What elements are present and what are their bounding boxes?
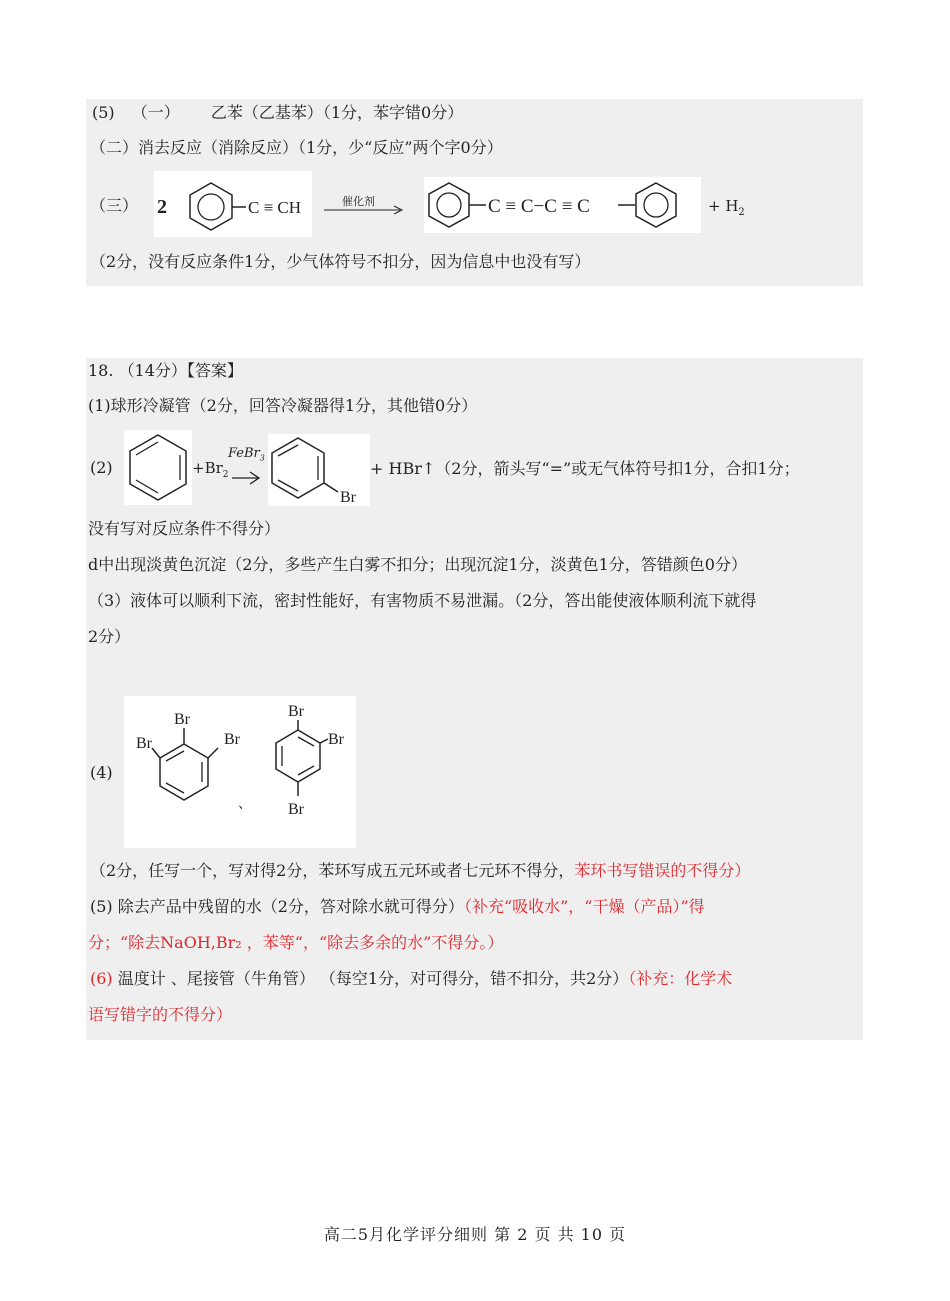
q18-part-3a: （3）液体可以顺利下流，密封性能好，有害物质不易泄漏。（2分，答出能使液体顺利流下就得 bbox=[88, 591, 757, 610]
line-17-score: （2分，没有反应条件1分，少气体符号不扣分，因为信息中也没有写） bbox=[90, 252, 591, 271]
q18-part-6b: 语写错字的不得分） bbox=[88, 1005, 233, 1024]
bromobenzene-structure bbox=[268, 434, 370, 506]
answer-block-18 bbox=[86, 358, 863, 1040]
line-17-2: （二）消去反应（消除反应）（1分，少“反应”两个字0分） bbox=[90, 138, 503, 157]
reaction-arrow-1 bbox=[322, 181, 406, 221]
br-label: Br bbox=[136, 735, 152, 752]
q18-part-5a: (5) 除去产品中残留的水（2分，答对除水就可得分）（补充“吸收水”，“干燥（产品）”得 bbox=[90, 897, 705, 916]
q18-part-4-label: (4) bbox=[90, 763, 113, 782]
q18-part-1: (1)球形冷凝管（2分，回答冷凝器得1分，其他错0分） bbox=[88, 396, 478, 415]
arrow-icon bbox=[230, 468, 264, 488]
benzene-svg bbox=[124, 430, 192, 505]
q18-part-2-label: (2) bbox=[90, 458, 113, 477]
br-label: Br bbox=[288, 703, 304, 720]
benzene-structure bbox=[124, 430, 192, 505]
alkyne-group: C ≡ CH bbox=[248, 198, 302, 217]
q18-part-2-tail: + HBr↑（2分，箭头写“=”或无气体符号扣1分，合扣1分； bbox=[370, 459, 800, 478]
q18-part-5b: 分；“除去NaOH,Br₂ ，苯等“，“除去多余的水”不得分。） bbox=[88, 933, 504, 952]
supplement-note: 苯环书写错误的不得分） bbox=[574, 861, 751, 880]
answer-block-17 bbox=[86, 99, 863, 286]
answer-text: 乙苯（乙基苯）（1分，苯字错0分） bbox=[210, 103, 464, 122]
supplement-note: （补充：化学术 bbox=[628, 969, 733, 988]
catalyst-label: 催化剂 bbox=[342, 195, 375, 208]
br-label: Br bbox=[174, 711, 190, 728]
tribromobenzene-svg bbox=[124, 696, 356, 848]
item-number: (5) bbox=[92, 103, 115, 122]
supplement-note: （补充“吸收水”，“干燥（产品）”得 bbox=[463, 897, 705, 916]
bromine-substituent: Br bbox=[340, 489, 356, 506]
bromine-reagent: $+Br_2$ bbox=[192, 459, 229, 480]
tribromobenzene-structures bbox=[124, 696, 356, 848]
diphenylbutadiyne-svg bbox=[424, 177, 701, 233]
phenylacetylene-svg bbox=[154, 171, 312, 237]
line-17-5 bbox=[92, 102, 463, 124]
product-structure bbox=[424, 177, 701, 233]
q18-part-6a: (6) 温度计 、尾接管（牛角管） （每空1分，对可得分，错不扣分，共2分）（补充：化学术 bbox=[90, 969, 733, 988]
coefficient: 2 bbox=[157, 196, 167, 218]
diyne-chain: C ≡ C−C ≡ C bbox=[488, 196, 590, 217]
q18-part-4-note: （2分，任写一个，写对得2分，苯环写成五元环或者七元环不得分，苯环书写错误的不得分） bbox=[90, 861, 751, 880]
part-label: （一） bbox=[131, 103, 180, 122]
q18-part-3b: 2分） bbox=[88, 627, 131, 646]
br-label: Br bbox=[224, 731, 240, 748]
q18-part-2-cont: 没有写对反应条件不得分） bbox=[88, 519, 281, 538]
br-label: Br bbox=[328, 731, 344, 748]
item-number: (6) bbox=[90, 969, 113, 988]
line-17-3-label: （三） bbox=[90, 196, 139, 215]
bromobenzene-svg bbox=[268, 434, 370, 506]
q18-header: 18. （14分）【答案】 bbox=[88, 361, 243, 380]
arrow-icon bbox=[322, 181, 406, 221]
hydrogen-product: + $H_2$ bbox=[708, 197, 745, 218]
feBr3-catalyst: FeBr$_3$ bbox=[228, 446, 265, 463]
q18-part-2-d: d中出现淡黄色沉淀（2分，多些产生白雾不扣分；出现沉淀1分，淡黄色1分，答错颜色0分） bbox=[88, 555, 747, 574]
separator: 、 bbox=[238, 797, 252, 812]
reactant-structure bbox=[154, 171, 312, 237]
br-label: Br bbox=[288, 801, 304, 818]
page-footer: 高二5月化学评分细则 第 2 页 共 10 页 bbox=[323, 1225, 627, 1244]
